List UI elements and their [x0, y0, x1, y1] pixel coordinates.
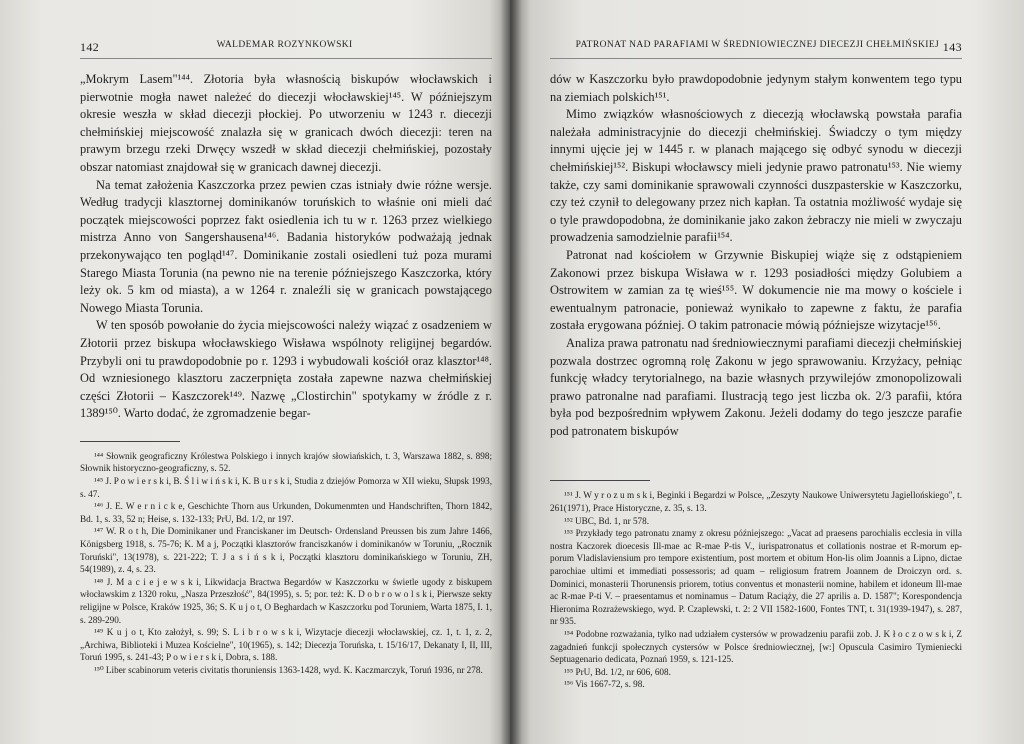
footnote: ¹⁴⁵ J. P o w i e r s k i, B. Ś l i w i ń s k i, K. B u r s k i, Studia z dziejów Pomorza w XII wieku, Słupsk 1993, s. 47. — [80, 476, 492, 499]
paragraph: dów w Kaszczorku było prawdopodobnie jedynym stałym konwentem tego typu na ziemiach polskich¹⁵¹. — [550, 72, 962, 104]
paragraph: Na temat założenia Kaszczorka przez pewien czas istniały dwie różne wersje. Według tradycji klasztornej dominikanów toruńskich to właśnie oni mieli dać początek miejscowości poprzez fakt osiedlenia ich tu w r. 1263 przez wielkiego mistrza Anno von Sangershausena¹⁴⁶. Badania historyków podważają jednak przekonywająco ten pogląd¹⁴⁷. Dominikanie zostali osiedleni tuż poza murami Starego Miasta Torunia (na pewno nie na terenie późniejszego Kaszczorka, który leży ok. 5 km od miasta), a w 1264 r. znaleźli się w granicach powstającego Nowego Miasta Torunia. — [80, 177, 492, 315]
footnote: ¹⁵⁵ PrU, Bd. 1/2, nr 606, 608. — [564, 666, 671, 677]
body-text — [550, 71, 962, 440]
footnote: ¹⁵¹ J. W y r o z u m s k i, Beginki i Begardzi w Polsce, „Zeszyty Naukowe Uniwersytetu Jagiellońskiego", t. 261(1971), Prace Historyczne, z. 35, s. 13. — [550, 490, 962, 514]
running-header — [550, 40, 962, 59]
footnote: ¹⁵³ Przykłady tego patronatu znamy z okresu późniejszego: „Vacat ad praesens parochialis ecclesia in villa nostra Kaczorek dioecesis Ill-mae ac R-mae P-tis V., iurispatronatus et collationis nostrae et R-morum ep-porum Vladislaviensium pro tempore existentium, post mortem et obitum Hon-lis olim Joannis a Lipno, dictae parochiae ultimi et immediati possessoris; ad quam – religiosum fratrem Joannem de Droiczyn ord. s. Dominici, monasterii Thorunensis priorem, totius conventus et monasterii nomine, habilem et idoneum Ill-mae ac R-mae P-ti V. – praesentamus et nominamus – Datum Raciąży, die 27 aprilis a. D. 1587"; Korespondencja Hieronima Rozrażewskiego, wyd. P. Czaplewski, t. 2: 2 VII 1582-1600, Fontes TNT, t. 31(1939-1947), s. 287, nr 935. — [550, 528, 962, 627]
running-head-title: PATRONAT NAD PARAFIAMI W ŚREDNIOWIECZNEJ DIECEZJI CHEŁMIŃSKIEJ — [575, 40, 940, 50]
footnote: ¹⁴⁷ W. R o t h, Die Dominikaner und Franciskaner im Deutsch- Ordensland Preussen bis zum Jahre 1466, Königsberg 1918, s. 75-76; K. M a j, Początki klasztorów franciszkanów i dominikanów w Toruniu, „Rocznik Toruński", 13(1978), s. 221-222; T. J a s i ń s k i, Początki klasztoru dominikańskiego w Toruniu, ZH, 54(1989), z. 4, s. 23. — [80, 526, 492, 575]
book-gutter-shadow — [500, 0, 522, 744]
paragraph: W ten sposób powołanie do życia miejscowości należy wiązać z osadzeniem w Złotorii przez biskupa włocławskiego Wisława wspólnoty religijnej begardów. Przybyli oni tu prawdopodobnie po r. 1293 i wybudowali kościół oraz klasztor¹⁴⁸. Od wzniesionego klasztoru zaczerpnięta została zapewne nazwa chełmińskiej części Złotorii – Kaszczorek¹⁴⁹. Nazwę „Clostirchin" spotykamy w źródle z r. 1389¹⁵⁰. Warto dodać, że zgromadzenie begar- — [80, 318, 492, 421]
footnote: ¹⁴⁸ J. M a c i e j e w s k i, Likwidacja Bractwa Begardów w Kaszczorku w świetle ugody z biskupem włocławskim z 1320 roku, „Nasza Przeszłość", 84(1995), s. 5; por. też: K. D o b r o w o l s k i, Pierwsze sekty religijne w Polsce, Kraków 1925, 36; S. K u j o t, O Beghardach w Kaszczorku pod Toruniem, Warta 1875, I. 1, s. 289-290. — [80, 576, 492, 625]
footnote: ¹⁵⁰ Liber scabinorum veteris civitatis thoruniensis 1363-1428, wyd. K. Kaczmarczyk, Toruń 1936, nr 278. — [94, 664, 483, 675]
running-header — [80, 40, 492, 59]
left-page — [0, 0, 510, 744]
body-text — [80, 71, 492, 423]
footnotes — [550, 489, 962, 691]
paragraph: „Mokrym Lasem"¹⁴⁴. Złotoria była własnością biskupów włocławskich i pierwotnie mogła nawet należeć do diecezji włocławskiej¹⁴⁵. W późniejszym okresie weszła w skład diecezji płockiej. Po utworzeniu w 1243 r. diecezji chełmińskiej miejscowość znalazła się w granicach dwóch diecezji: teren na prawym brzegu rzeki Drwęcy wszedł w skład diecezji chełmińskiej, pozostały obszar natomiast znajdował się w granicach dawnej diecezji. — [80, 72, 492, 174]
footnote: ¹⁵⁶ Vis 1667-72, s. 98. — [564, 679, 645, 690]
footnote-rule — [550, 480, 650, 481]
footnote: ¹⁴⁴ Słownik geograficzny Królestwa Polskiego i innych krajów słowiańskich, t. 3, Warszawa 1882, s. 898; Słownik historyczno-geograficzny, s. 52. — [80, 450, 492, 474]
page-number: 142 — [80, 40, 100, 54]
footnote: ¹⁵⁴ Podobne rozważania, tylko nad udziałem cystersów w prowadzeniu parafii zob. J. K ł o c z o w s k i, Z zagadnień funkcji społecznych cystersów w Polsce średniowiecznej, [w:] Opuscula Casimiro Tymieniecki Septuagenario dedicata, Poznań 1959, s. 121-125. — [550, 629, 962, 665]
running-head-title: WALDEMAR ROZYNKOWSKI — [216, 40, 353, 50]
paragraph: Analiza prawa patronatu nad średniowiecznymi parafiami diecezji chełmińskiej pozwala dostrzec ogromną rolę Zakonu w jego sprawowaniu. Krzyżacy, pełniąc funkcję władcy terytorialnego, na bazie własnych przywilejów zmonopolizowali prawo patronalne nad parafiami. Ilustracją tego jest liczba ok. 2/3 parafii, która była pod bezpośrednim wpływem Zakonu. Jeżeli dodamy do tego jeszcze parafie pod patronatem biskupów — [550, 335, 962, 438]
footnotes — [80, 450, 492, 677]
right-page — [510, 0, 1024, 744]
footnote: ¹⁴⁶ J. E. W e r n i c k e, Geschichte Thorn aus Urkunden, Dokumenmten und Handschriften, Thorn 1842, Bd. 1, s. 33, 52 n; Heise, s. 132-133; PrU, Bd. 1/2, nr 197. — [80, 501, 492, 524]
footnote: ¹⁵² UBC, Bd. 1, nr 578. — [564, 515, 650, 526]
footnote: ¹⁴⁹ K u j o t, Kto założył, s. 99; S. L i b r o w s k i, Wizytacje diecezji włocławskiej, cz. 1, t. 1, z. 2, „Archiwa, Biblioteki i Muzea Kościelne", 10(1965), s. 142; Diecezja Toruńska, t. 15/16/17, Dekanaty I, II, III, Toruń 1995, s. 241-43; P o w i e r s k i, Dobra, s. 188. — [80, 627, 492, 663]
paragraph: Mimo związków własnościowych z diecezją włocławską powstała parafia należała administracyjnie do diecezji chełmińskiej. Świadczy o tym między innymi ujęcie jej w 1445 r. w planach mającego się odbyć synodu w diecezji chełmińskiej¹⁵². Biskupi włocławscy mieli jedynie prawo patronatu¹⁵³. Nie wiemy także, czy sami dominikanie sprawowali czynności duszpasterskie w Kaszczorku, czy też czynił to delegowany przez nich kapłan. Ta ostatnia możliwość wydaje się o tyle prawdopodobna, że dominikanie jako zakon żebraczy nie mieli w zwyczaju prowadzenia samodzielnie parafii¹⁵⁴. — [550, 107, 962, 245]
footnote-rule — [80, 441, 180, 442]
paragraph: Patronat nad kościołem w Grzywnie Biskupiej wiąże się z odstąpieniem Zakonowi przez biskupa Wisława w r. 1293 posiadłości między Golubiem a Ostrowitem w zamian za tę wieś¹⁵⁵. W dokumencie nie ma mowy o kościele i ewentualnym patronacie, ponieważ wynikało to zapewne z faktu, że parafia została erygowana później. O takim patronacie mówią późniejsze wizytacje¹⁵⁶. — [550, 247, 962, 333]
page-number: 143 — [942, 40, 962, 54]
